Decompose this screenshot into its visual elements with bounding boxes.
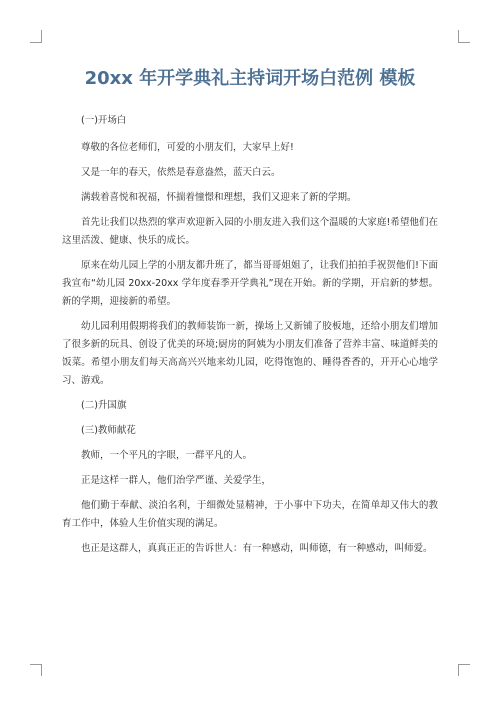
crop-mark-bottom-right-h <box>458 664 470 665</box>
paragraph-welcome: 首先让我们以热烈的掌声欢迎新入园的小朋友进入我们这个温暖的大家庭!希望他们在这里活泼、健康、快乐的成长。 <box>62 217 438 246</box>
paragraph-teachers: 教师，一个平凡的字眼，一群平凡的人。 <box>81 450 253 461</box>
paragraph-spring: 又是一年的春天，依然是春意盎然，蓝天白云。 <box>81 167 281 178</box>
document-title: 20xx 年开学典礼主持词开场白范例 模板 <box>84 68 416 89</box>
crop-mark-bottom-left-v <box>41 664 42 676</box>
crop-mark-top-right-v <box>458 30 459 42</box>
document-body <box>62 112 438 565</box>
crop-mark-top-left-h <box>30 42 42 43</box>
paragraph-announcement: 原来在幼儿园上学的小朋友都升班了，都当哥哥姐姐了，让我们拍拍手祝贺他们!下面我宣布“幼儿园 20xx-20xx 学年度春季开学典礼”现在开始。新的学期，开启新的梦想。新的学期，迎接新的希望。 <box>62 260 438 307</box>
section-heading-flowers: (三)教师献花 <box>81 425 136 436</box>
paragraph-greeting: 尊敬的各位老师们，可爱的小朋友们，大家早上好! <box>81 142 294 153</box>
section-heading-flag: (二)升国旗 <box>81 400 127 411</box>
paragraph-teachers-dedication: 他们勤于奉献、淡泊名利，于细微处显精神，于小事中下功夫，在简单却又伟大的教育工作中，体验人生价值实现的满足。 <box>62 500 438 529</box>
paragraph-teachers-love: 也正是这群人，真真正正的告诉世人：有一种感动，叫师德，有一种感动，叫师爱。 <box>81 543 433 554</box>
paragraph-kindergarten: 幼儿园利用假期将我们的教师装饰一新，操场上又新铺了胶板地，还给小朋友们增加了很多新的玩具、创设了优美的环境;厨房的阿姨为小朋友们准备了营养丰富、味道鲜美的饭菜。希望小朋友们每天高高兴兴地来幼儿园，吃得饱饱的、睡得香香的，开开心心地学习、游戏。 <box>62 321 438 386</box>
crop-mark-bottom-right-v <box>458 664 459 676</box>
crop-mark-top-left-v <box>41 30 42 42</box>
crop-mark-top-right-h <box>458 42 470 43</box>
paragraph-teachers-care: 正是这样一群人，他们治学严谨、关爱学生， <box>81 475 272 486</box>
section-heading-opening: (一)开场白 <box>81 115 127 126</box>
paragraph-new-term: 满载着喜悦和祝福，怀揣着憧憬和理想，我们又迎来了新的学期。 <box>81 192 357 203</box>
